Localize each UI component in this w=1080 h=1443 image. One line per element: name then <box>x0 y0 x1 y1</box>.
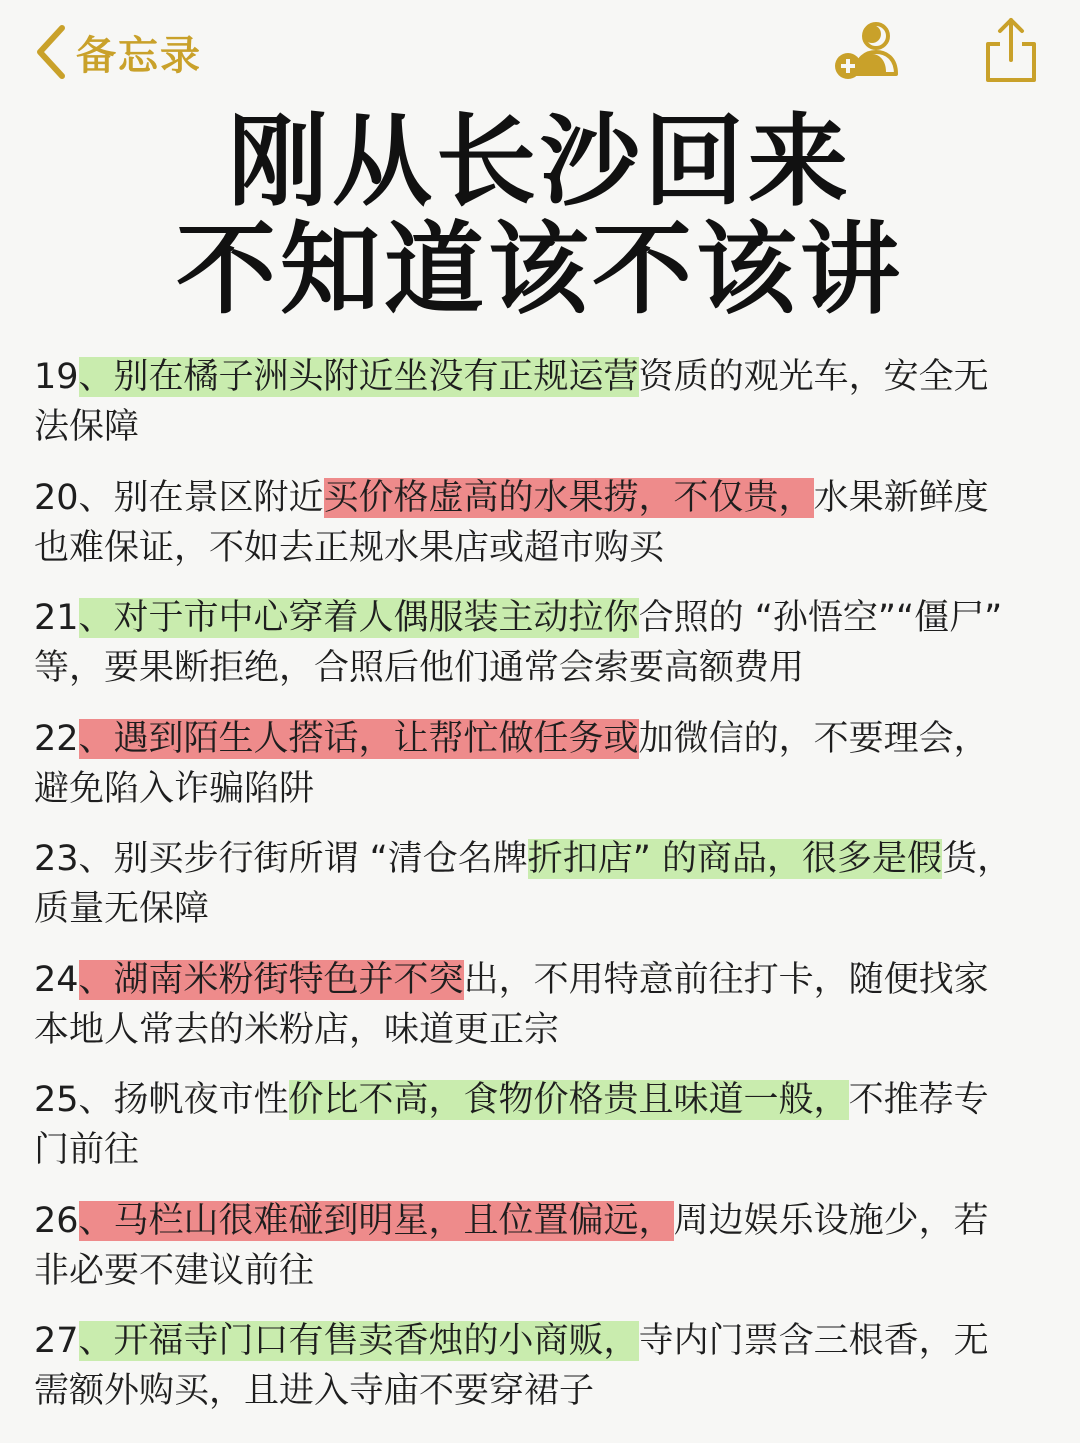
note-item-line <box>34 1005 1044 1055</box>
note-text: 需额外购买，且进入寺庙不要穿裙子 <box>34 1371 595 1411</box>
note-item-line <box>34 1316 1044 1366</box>
note-text: 门前往 <box>34 1130 140 1170</box>
highlight-green: 、对于市中心穿着人偶服装主动拉你 <box>78 598 639 638</box>
note-item-line <box>34 1246 1044 1296</box>
note-text: 也难保证，不如去正规水果店或超市购买 <box>34 527 665 568</box>
note-item-line <box>34 955 1044 1005</box>
note-item-line <box>34 643 1044 693</box>
back-chevron-icon <box>34 24 68 80</box>
title-line-2: 不知道该不该讲 <box>176 211 904 328</box>
note-item-line <box>34 593 1044 643</box>
note-text: 24 <box>34 959 79 1000</box>
title-line-1: 刚从长沙回来 <box>228 103 852 220</box>
note-item <box>34 473 1044 573</box>
note-text: 资质的观光车，安全无 <box>638 357 989 397</box>
note-text: 本地人常去的米粉店，味道更正宗 <box>34 1009 560 1050</box>
note-text: 避免陷入诈骗陷阱 <box>34 768 315 809</box>
note-text: 22 <box>34 718 79 759</box>
note-text: 加微信的，不要理会， <box>638 718 989 759</box>
highlight-red: 、湖南米粉街特色并不突 <box>78 959 464 1000</box>
note-text: 出，不用特意前往打卡，随便找家 <box>463 959 989 1000</box>
note-text: 25、扬帆夜市性 <box>34 1080 289 1120</box>
note-item <box>34 1196 1044 1296</box>
highlight-green: 、开福寺门口有售卖香烛的小商贩， <box>78 1321 639 1361</box>
note-text: 21 <box>34 598 79 638</box>
note-text: 周边娱乐设施少，若 <box>673 1200 989 1241</box>
note-item <box>34 593 1044 693</box>
highlight-red: 、遇到陌生人搭话，让帮忙做任务或 <box>78 718 639 759</box>
note-item <box>34 1316 1044 1416</box>
note-item-line <box>34 834 1044 884</box>
note-text: 19 <box>34 357 79 397</box>
note-item-line <box>34 1196 1044 1246</box>
back-button[interactable] <box>34 22 202 82</box>
note-text: 合照的 “孙悟空”“僵尸” <box>638 598 1003 638</box>
note-item <box>34 834 1044 934</box>
note-item-line <box>34 764 1044 814</box>
note-text: 不推荐专 <box>848 1080 989 1120</box>
note-title <box>0 103 1080 328</box>
highlight-red: 、马栏山很难碰到明星，且位置偏远， <box>78 1200 674 1241</box>
note-item-line <box>34 1125 1044 1175</box>
note-text: 26 <box>34 1200 79 1241</box>
highlight-red: 买价格虚高的水果捞，不仅贵， <box>323 477 814 518</box>
note-item-line <box>34 884 1044 934</box>
note-item-line <box>34 523 1044 573</box>
note-item <box>34 352 1044 452</box>
note-item-line <box>34 402 1044 452</box>
note-text: 23、别买步行街所谓 “清仓名牌 <box>34 839 528 879</box>
note-text: 水果新鲜度 <box>813 477 989 518</box>
note-body[interactable] <box>34 352 1044 1437</box>
note-item-line <box>34 1366 1044 1416</box>
highlight-green: 、别在橘子洲头附近坐没有正规运营 <box>78 357 639 397</box>
note-text: 27 <box>34 1321 79 1361</box>
note-item-line <box>34 473 1044 523</box>
note-item-line <box>34 352 1044 402</box>
note-text: 法保障 <box>34 407 140 447</box>
note-text: 寺内门票含三根香，无 <box>638 1321 989 1361</box>
note-text: 货， <box>942 839 1013 879</box>
note-text: 非必要不建议前往 <box>34 1250 315 1291</box>
note-item <box>34 955 1044 1055</box>
highlight-green: 折扣店” 的商品，很多是假 <box>527 839 943 879</box>
back-label: 备忘录 <box>76 32 202 79</box>
highlight-green: 价比不高，食物价格贵且味道一般， <box>288 1080 849 1120</box>
share-icon <box>980 16 1042 84</box>
add-collaborator-button[interactable] <box>832 20 910 82</box>
add-collaborator-icon <box>832 20 910 82</box>
note-text: 等，要果断拒绝，合照后他们通常会索要高额费用 <box>34 648 805 688</box>
note-item <box>34 714 1044 814</box>
note-text: 质量无保障 <box>34 889 210 929</box>
navigation-bar <box>0 0 1080 105</box>
share-button[interactable] <box>980 16 1042 84</box>
note-item-line <box>34 714 1044 764</box>
note-item <box>34 1075 1044 1175</box>
note-text: 20、别在景区附近 <box>34 477 324 518</box>
note-item-line <box>34 1075 1044 1125</box>
